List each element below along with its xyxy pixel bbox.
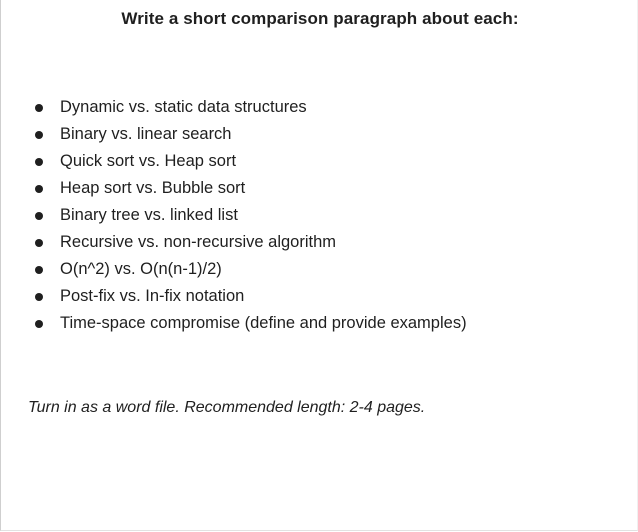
bullet-icon [35, 266, 43, 274]
list-item-text: Time-space compromise (define and provide examples) [60, 314, 467, 332]
list-item [1, 94, 467, 121]
bullet-icon [35, 239, 43, 247]
assignment-title: Write a short comparison paragraph about each: [121, 9, 519, 28]
list-item [1, 310, 467, 337]
list-item-text: Heap sort vs. Bubble sort [60, 179, 246, 197]
bullet-icon [35, 104, 43, 112]
list-item-text: Recursive vs. non-recursive algorithm [60, 233, 337, 251]
list-item [1, 256, 467, 283]
comparison-topic-list [1, 94, 467, 337]
list-item [1, 283, 467, 310]
list-item [1, 148, 467, 175]
list-item-text: Post-fix vs. In-fix notation [60, 287, 245, 305]
bullet-icon [35, 212, 43, 220]
bullet-icon [35, 158, 43, 166]
list-item [1, 202, 467, 229]
list-item [1, 229, 467, 256]
list-item-text: O(n^2) vs. O(n(n-1)/2) [60, 260, 222, 278]
submission-note: Turn in as a word file. Recommended length: 2-4 pages. [28, 399, 426, 416]
bullet-icon [35, 293, 43, 301]
list-item [1, 121, 467, 148]
list-item-text: Binary tree vs. linked list [60, 206, 238, 224]
list-item [1, 175, 467, 202]
list-item-text: Dynamic vs. static data structures [60, 98, 307, 116]
list-item-text: Binary vs. linear search [60, 125, 232, 143]
list-item-text: Quick sort vs. Heap sort [60, 152, 237, 170]
bullet-icon [35, 131, 43, 139]
bullet-icon [35, 320, 43, 328]
bullet-icon [35, 185, 43, 193]
